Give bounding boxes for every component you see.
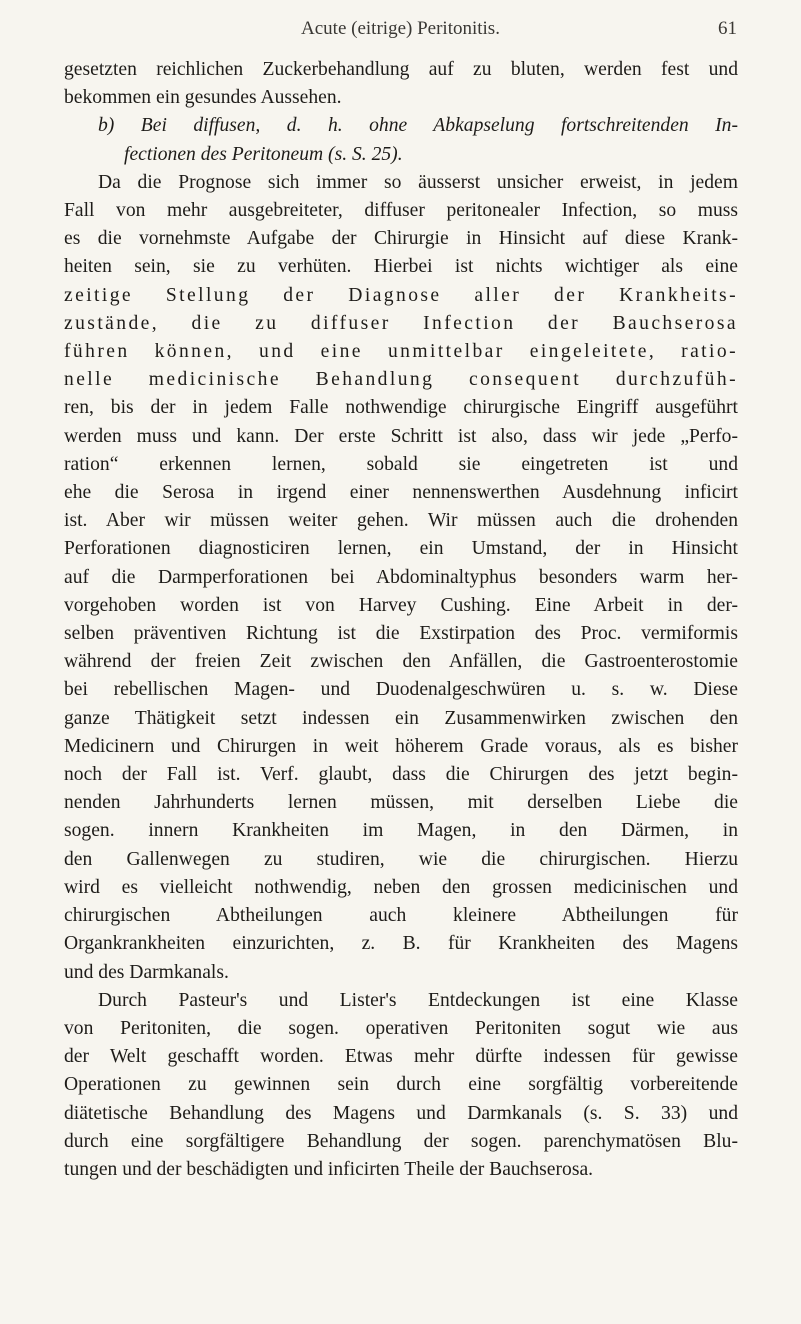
text-line: ren, bis der in jedem Falle nothwendige chirurgische Eingriff ausgeführt <box>64 397 738 419</box>
text-line: nenden Jahrhunderts lernen müssen, mit derselben Liebe die <box>64 792 738 814</box>
section-heading: b) Bei diffusen, d. h. ohne Abkapselung fortschreitenden In- <box>98 115 738 137</box>
section-heading: fectionen des Peritoneum (s. S. 25). <box>124 143 403 165</box>
text-line: Durch Pasteur's und Lister's Entdeckungen ist eine Klasse <box>98 989 738 1011</box>
text-line: ist. Aber wir müssen weiter gehen. Wir müssen auch die drohenden <box>64 510 738 532</box>
running-title: Acute (eitrige) Peritonitis. <box>301 18 500 39</box>
text-line: und des Darmkanals. <box>64 961 229 983</box>
body-text <box>64 56 738 1184</box>
text-line: der Welt geschafft worden. Etwas mehr dürfte indessen für gewisse <box>64 1046 738 1068</box>
text-line: Perforationen diagnosticiren lernen, ein Umstand, der in Hinsicht <box>64 538 738 560</box>
text-line: heiten sein, sie zu verhüten. Hierbei ist nichts wichtiger als eine <box>64 256 738 278</box>
text-line: werden muss und kann. Der erste Schritt ist also, dass wir jede „Perfo- <box>64 425 738 447</box>
text-line: Fall von mehr ausgebreiteter, diffuser peritonealer Infection, so muss <box>64 200 738 222</box>
text-line: führen können, und eine unmittelbar eingeleitete, ratio- <box>64 341 738 363</box>
text-line: auf die Darmperforationen bei Abdominaltyphus besonders warm her- <box>64 566 738 588</box>
text-line: vorgehoben worden ist von Harvey Cushing. Eine Arbeit in der- <box>64 594 738 616</box>
text-line: Organkrankheiten einzurichten, z. B. für Krankheiten des Magens <box>64 933 738 955</box>
text-line: während der freien Zeit zwischen den Anfällen, die Gastroenterostomie <box>64 651 738 673</box>
text-line: durch eine sorgfältigere Behandlung der sogen. parenchymatösen Blu- <box>64 1130 738 1152</box>
text-line: Operationen zu gewinnen sein durch eine sorgfältig vorbereitende <box>64 1074 738 1096</box>
text-line: es die vornehmste Aufgabe der Chirurgie in Hinsicht auf diese Krank- <box>64 228 738 250</box>
text-line: zustände, die zu diffuser Infection der Bauchserosa <box>64 312 738 334</box>
text-line: bekommen ein gesundes Aussehen. <box>64 87 342 109</box>
text-line: noch der Fall ist. Verf. glaubt, dass die Chirurgen des jetzt begin- <box>64 764 738 786</box>
text-line: gesetzten reichlichen Zuckerbehandlung auf zu bluten, werden fest und <box>64 59 738 80</box>
text-line: nelle medicinische Behandlung consequent durchzufüh- <box>64 369 738 391</box>
text-line: tungen und der beschädigten und inficirten Theile der Bauchserosa. <box>64 1158 594 1180</box>
running-head <box>64 18 737 42</box>
text-line: ganze Thätigkeit setzt indessen ein Zusammenwirken zwischen den <box>64 707 738 729</box>
text-line: Da die Prognose sich immer so äusserst unsicher erweist, in jedem <box>98 171 738 193</box>
text-line: ration“ erkennen lernen, sobald sie eingetreten ist und <box>64 453 738 475</box>
page-number: 61 <box>718 18 737 39</box>
text-line: wird es vielleicht nothwendig, neben den grossen medicinischen und <box>64 876 738 898</box>
text-line: Medicinern und Chirurgen in weit höherem Grade voraus, als es bisher <box>64 735 738 757</box>
text-line: von Peritoniten, die sogen. operativen Peritoniten sogut wie aus <box>64 1017 738 1039</box>
text-line: diätetische Behandlung des Magens und Darmkanals (s. S. 33) und <box>64 1102 738 1124</box>
text-line: bei rebellischen Magen- und Duodenalgeschwüren u. s. w. Diese <box>64 679 738 701</box>
text-line: selben präventiven Richtung ist die Exstirpation des Proc. vermiformis <box>64 623 738 645</box>
text-line: zeitige Stellung der Diagnose aller der Krankheits- <box>64 284 738 306</box>
text-line: den Gallenwegen zu studiren, wie die chirurgischen. Hierzu <box>64 848 738 870</box>
text-line: chirurgischen Abtheilungen auch kleinere Abtheilungen für <box>64 905 738 927</box>
text-line: ehe die Serosa in irgend einer nennenswerthen Ausdehnung inficirt <box>64 482 738 504</box>
text-line: sogen. innern Krankheiten im Magen, in den Därmen, in <box>64 820 738 842</box>
